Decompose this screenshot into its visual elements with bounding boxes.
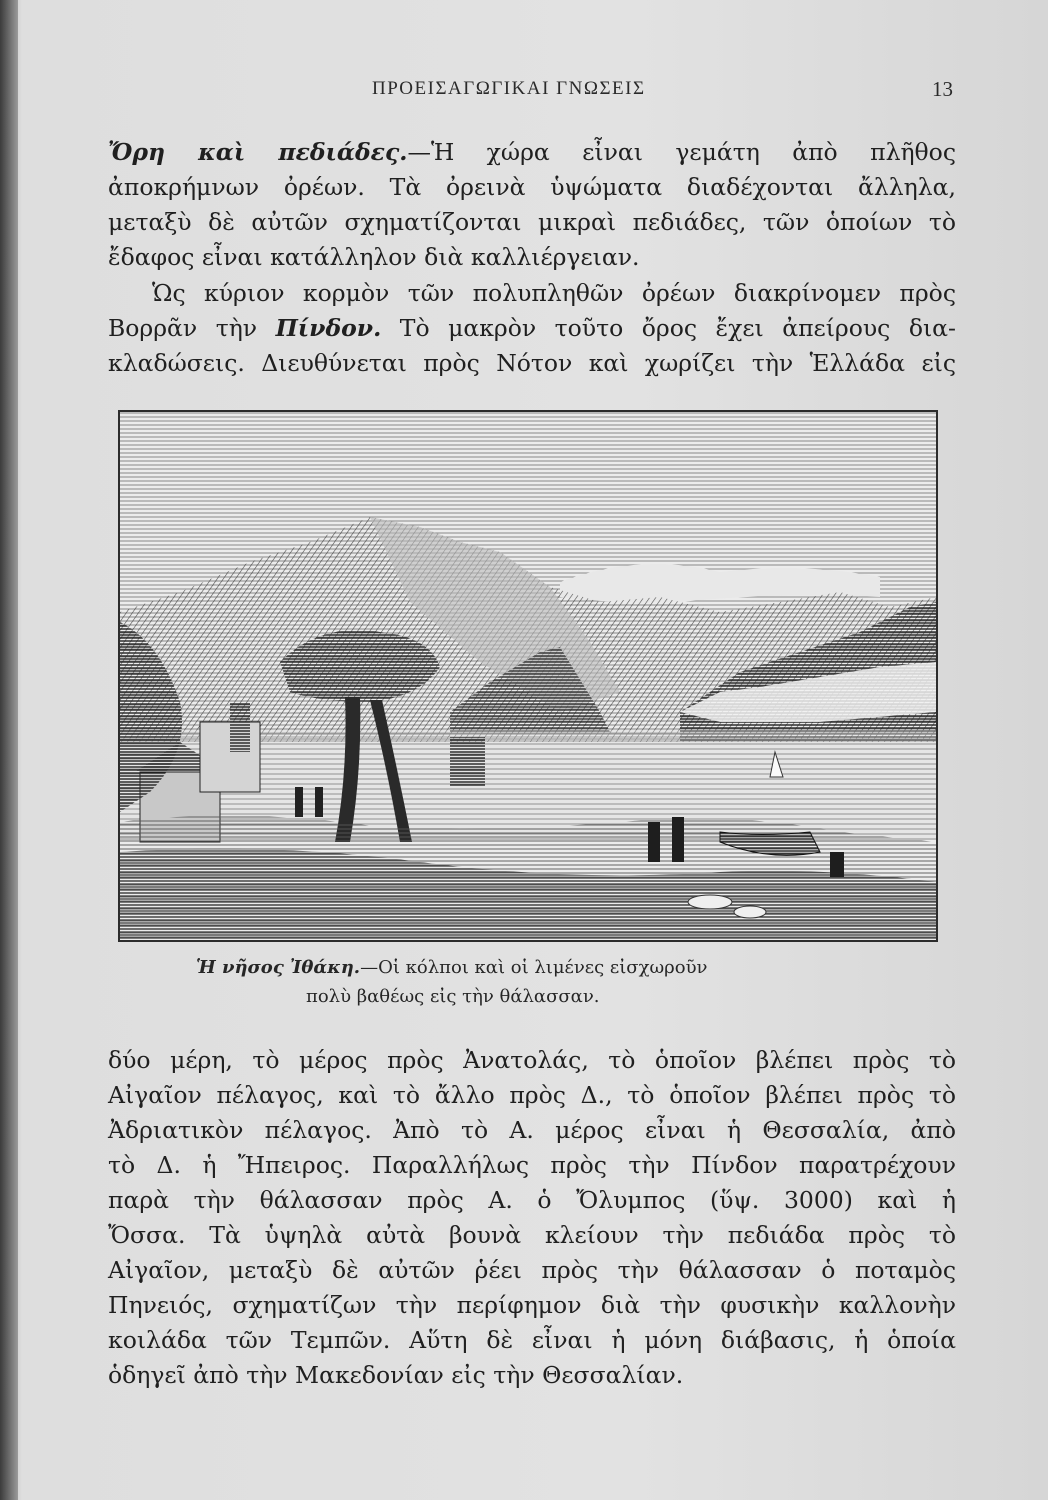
paragraph-3-line-7: Αἰγαῖον, μεταξὺ δὲ αὐτῶν ῥέει πρὸς τὴν θάλασσαν ὁ ποταμὸς <box>108 1256 956 1284</box>
paragraph-3-line-2: Αἰγαῖον πέλαγος, καὶ τὸ ἄλλο πρὸς Δ., τὸ ὁποῖον βλέπει πρὸς τὸ <box>108 1081 956 1109</box>
paragraph-3-line-10: ὁδηγεῖ ἀπὸ τὴν Μακεδονίαν εἰς τὴν Θεσσαλίαν. <box>108 1361 684 1389</box>
paragraph-3-line-8: Πηνειός, σχηματίζων τὴν περίφημον διὰ τὴν φυσικὴν καλλονὴν <box>108 1291 956 1319</box>
figure-caption-line-1 <box>196 955 707 981</box>
paragraph-1-line-3: μεταξὺ δὲ αὐτῶν σχηματίζονται μικραὶ πεδιάδες, τῶν ὁποίων τὸ <box>108 208 956 236</box>
ithaca-landscape-engraving <box>120 412 936 940</box>
paragraph-2-line-3: κλαδώσεις. Διευθύνεται πρὸς Νότον καὶ χωρίζει τὴν Ἑλλάδα εἰς <box>108 349 956 377</box>
paragraph-3-line-4: τὸ Δ. ἡ Ἤπειρος. Παραλλήλως πρὸς τὴν Πίνδον παρατρέχουν <box>108 1151 956 1179</box>
paragraph-3-line-6: Ὄσσα. Τὰ ὑψηλὰ αὐτὰ βουνὰ κλείουν τὴν πεδιάδα πρὸς τὸ <box>108 1221 956 1249</box>
paragraph-1-line-4: ἔδαφος εἶναι κατάλληλον διὰ καλλιέργειαν. <box>108 243 640 271</box>
paragraph-3-line-3: Ἀδριατικὸν πέλαγος. Ἀπὸ τὸ Α. μέρος εἶναι ἡ Θεσσαλία, ἀπὸ <box>108 1116 956 1144</box>
section-heading: Ὄρη καὶ πεδιάδες. <box>108 138 408 166</box>
paragraph-2-line-1: Ὡς κύριον κορμὸν τῶν πολυπληθῶν ὀρέων διακρίνομεν πρὸς <box>152 279 956 307</box>
book-spine-shadow <box>0 0 18 1500</box>
paragraph-2-line-2 <box>108 311 956 345</box>
bell-tower <box>230 702 250 752</box>
fisherman-figure-2 <box>672 817 684 862</box>
paragraph-2-line-2-end: Τὸ μακρὸν τοῦτο ὄρος ἔχει ἀπείρους δια- <box>399 314 956 342</box>
paragraph-3-line-9: κοιλάδα τῶν Τεμπῶν. Αὕτη δὲ εἶναι ἡ μόνη διάβασις, ἡ ὁποία <box>108 1326 956 1354</box>
page-number: 13 <box>932 77 953 101</box>
running-header: ΠΡΟΕΙΣΑΓΩΓΙΚΑΙ ΓΝΩΣΕΙΣ <box>372 78 646 99</box>
paragraph-1-line-1 <box>108 135 956 169</box>
paragraph-2-line-2-start: Βορρᾶν τὴν <box>108 314 258 342</box>
seated-figure <box>830 852 844 877</box>
caption-title: Ἡ νῆσος Ἰθάκη. <box>196 957 361 978</box>
paragraph-3-line-5: παρὰ τὴν θάλασσαν πρὸς Α. ὁ Ὄλυμπος (ὕψ. 3000) καὶ ἡ <box>108 1186 956 1214</box>
villager-figure <box>295 787 303 817</box>
rock-2 <box>734 906 766 918</box>
stone-tower <box>450 737 485 787</box>
paragraph-1-line-1-text: —Ἡ χώρα εἶναι γεμάτη ἀπὸ πλῆθος <box>407 138 956 166</box>
paragraph-3-line-1: δύο μέρη, τὸ μέρος πρὸς Ἀνατολάς, τὸ ὁποῖον βλέπει πρὸς τὸ <box>108 1046 956 1074</box>
emphasized-term-pindos: Πίνδον. <box>275 314 382 342</box>
caption-text: —Οἱ κόλποι καὶ οἱ λιμένες εἰσχωροῦν <box>360 957 708 978</box>
engraving-illustration <box>118 410 938 942</box>
rock <box>688 895 732 909</box>
paragraph-1-line-2: ἀποκρήμνων ὀρέων. Τὰ ὀρεινὰ ὑψώματα διαδέχονται ἄλληλα, <box>108 173 956 201</box>
figure-caption-line-2: πολὺ βαθέως εἰς τὴν θάλασσαν. <box>306 986 600 1007</box>
villager-figure-2 <box>315 787 323 817</box>
fisherman-figure <box>648 822 660 862</box>
